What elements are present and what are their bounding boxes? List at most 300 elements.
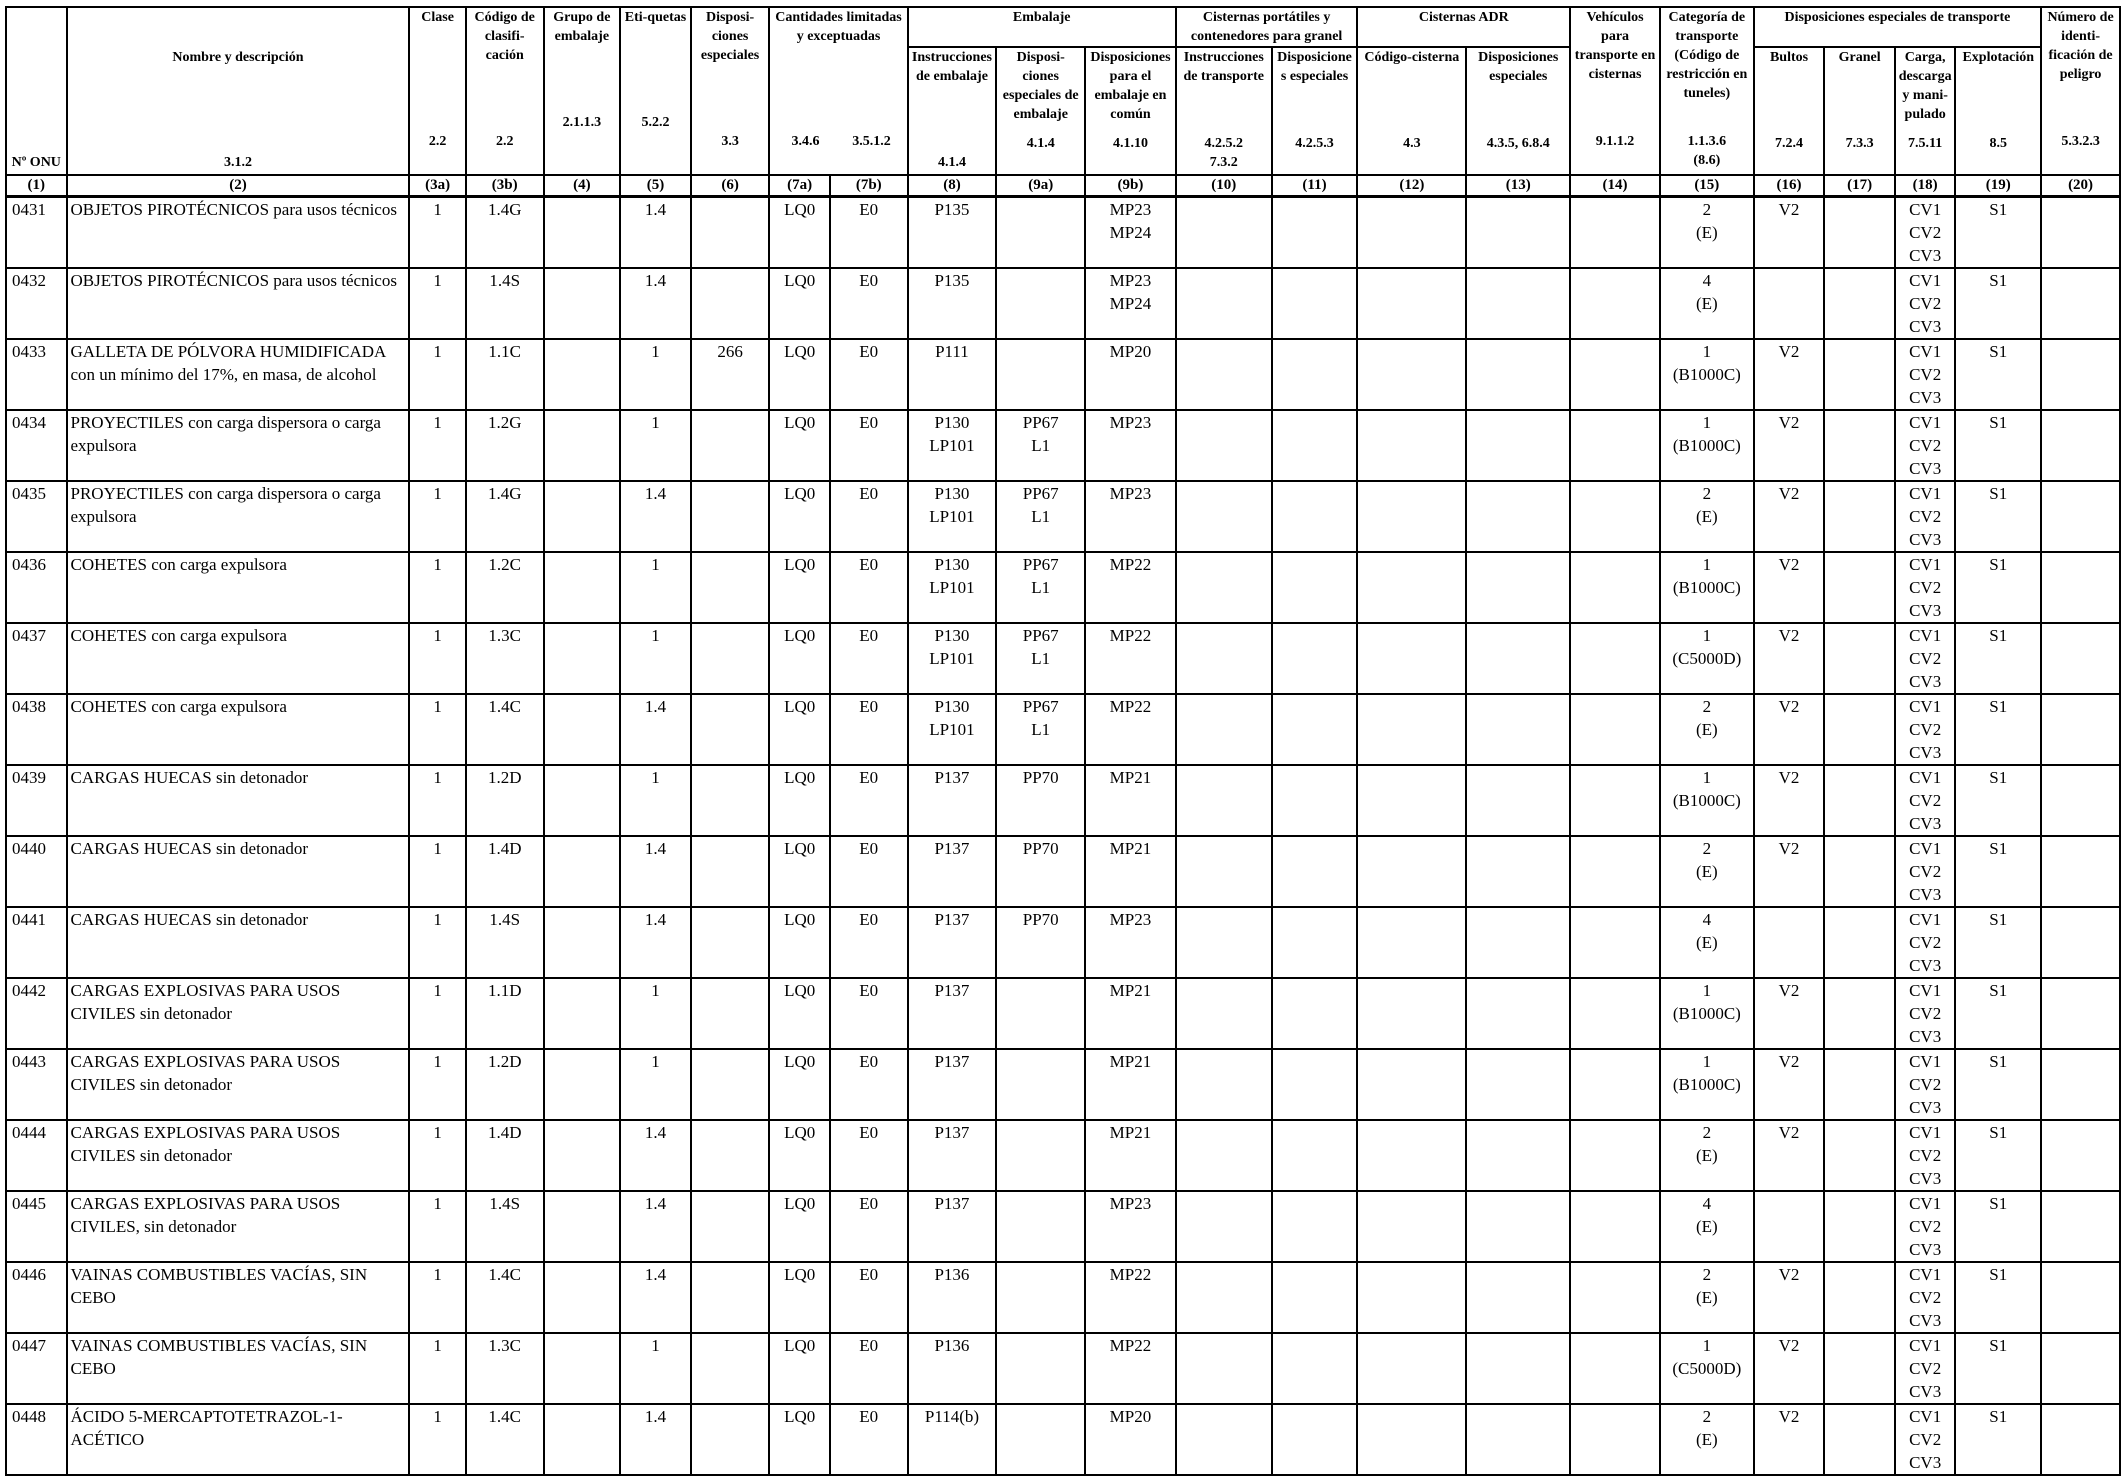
cell-bultos: V2: [1754, 197, 1825, 269]
cell-categoria: [1660, 552, 1754, 623]
ref-15b: (8.6): [1693, 153, 1721, 168]
ref-13: 4.3.5, 6.8.4: [1486, 136, 1550, 151]
header-codigo-label: Código de clasifi-cación: [474, 10, 535, 63]
cell-carga-line: CV3: [1909, 530, 1942, 549]
cell-vehiculos: [1570, 481, 1660, 552]
cell-emb-instr-line: LP101: [929, 649, 975, 668]
cell-adr-disp: [1466, 1333, 1570, 1404]
cell-carga-line: CV1: [1909, 626, 1942, 645]
cell-emb-instr-line: P114(b): [924, 1407, 980, 1426]
cell-explotacion: S1: [1955, 1049, 2041, 1120]
cell-categoria-value: 2: [1702, 1265, 1712, 1284]
cell-emb-instr: [908, 481, 997, 552]
cell-emb-comun-line: MP22: [1109, 1336, 1152, 1355]
table-row: [6, 978, 2120, 1049]
cell-grupo: [544, 552, 621, 623]
cell-numero: [2041, 481, 2120, 552]
header-embalaje-label: Embalaje: [1012, 10, 1071, 25]
cell-codigo: 1.3C: [466, 623, 544, 694]
cell-grupo: [544, 339, 621, 410]
cell-carga-line: CV3: [1909, 1453, 1942, 1472]
cell-emb-comun-line: MP20: [1109, 342, 1152, 361]
cell-disposiciones: [691, 552, 770, 623]
cell-eq: E0: [830, 339, 908, 410]
cell-lq: LQ0: [769, 197, 830, 269]
cell-carga-line: CV3: [1909, 459, 1942, 478]
cell-emb-disp-line: L1: [1031, 649, 1051, 668]
header-categoria: [1660, 7, 1754, 175]
cell-cp-instr: [1176, 694, 1272, 765]
cell-cp-disp: [1272, 1191, 1358, 1262]
ref-7b: 3.5.1.2: [852, 134, 891, 149]
cell-carga-line: CV2: [1909, 1004, 1942, 1023]
cell-carga: [1895, 623, 1956, 694]
header-cp-disp: [1272, 47, 1358, 175]
cell-carga-line: CV2: [1909, 791, 1942, 810]
cell-carga-line: CV3: [1909, 1240, 1942, 1259]
cell-cp-instr: [1176, 1404, 1272, 1475]
cell-categoria-value: 2: [1702, 839, 1712, 858]
cell-name: CARGAS HUECAS sin detonador: [67, 765, 410, 836]
column-number: (12): [1357, 175, 1466, 197]
cell-clase: 1: [409, 339, 465, 410]
ref-clase: 2.2: [428, 134, 447, 149]
cell-grupo: [544, 907, 621, 978]
cell-emb-instr: [908, 694, 997, 765]
cell-cp-disp: [1272, 1120, 1358, 1191]
cell-adr-codigo: [1357, 623, 1466, 694]
cell-emb-instr-line: P135: [934, 200, 970, 219]
cell-emb-comun: [1085, 1333, 1176, 1404]
table-row: [6, 907, 2120, 978]
cell-disposiciones: [691, 694, 770, 765]
cell-name: COHETES con carga expulsora: [67, 623, 410, 694]
header-numero-label: Número de identi-ficación de peligro: [2047, 10, 2114, 82]
cell-lq: LQ0: [769, 1191, 830, 1262]
cell-cp-instr: [1176, 268, 1272, 339]
cell-grupo: [544, 1120, 621, 1191]
header-cp-instr: [1176, 47, 1272, 175]
cell-granel: [1824, 1191, 1895, 1262]
column-number: (9a): [996, 175, 1085, 197]
cell-categoria-value: 1: [1702, 768, 1712, 787]
cell-emb-instr-line: P136: [934, 1265, 970, 1284]
cell-categoria: [1660, 410, 1754, 481]
cell-explotacion: S1: [1955, 410, 2041, 481]
cell-disposiciones: [691, 1262, 770, 1333]
ref-7a: 3.4.6: [791, 134, 820, 149]
cell-eq: E0: [830, 978, 908, 1049]
header-numero: [2041, 7, 2120, 175]
cell-cp-instr: [1176, 410, 1272, 481]
header-etiquetas: [620, 7, 691, 175]
cell-categoria: [1660, 694, 1754, 765]
cell-lq: LQ0: [769, 410, 830, 481]
cell-etiquetas: 1: [620, 552, 691, 623]
cell-emb-disp-line: L1: [1031, 720, 1051, 739]
cell-numero: [2041, 765, 2120, 836]
cell-cp-disp: [1272, 481, 1358, 552]
cell-carga: [1895, 197, 1956, 269]
cell-emb-comun-line: MP21: [1109, 1123, 1152, 1142]
cell-disposiciones: [691, 1404, 770, 1475]
cell-numero: [2041, 623, 2120, 694]
ref-20: 5.3.2.3: [2061, 134, 2100, 149]
cell-carga-line: CV2: [1909, 578, 1942, 597]
cell-emb-instr: [908, 339, 997, 410]
ref-cantidades: [772, 132, 904, 151]
cell-emb-instr-line: P130: [934, 697, 970, 716]
cell-emb-disp-line: PP67: [1022, 697, 1059, 716]
cell-cp-disp: [1272, 978, 1358, 1049]
cell-emb-disp-line: L1: [1031, 507, 1051, 526]
cell-emb-comun-line: MP21: [1109, 768, 1152, 787]
cell-emb-comun-line: MP23: [1109, 910, 1152, 929]
cell-etiquetas: 1.4: [620, 1404, 691, 1475]
cell-carga-line: CV1: [1909, 200, 1942, 219]
cell-adr-codigo: [1357, 1262, 1466, 1333]
ref-18: 7.5.11: [1908, 136, 1943, 151]
cell-emb-instr: [908, 268, 997, 339]
cell-name: CARGAS EXPLOSIVAS PARA USOS CIVILES sin detonador: [67, 1049, 410, 1120]
cell-emb-instr: [908, 765, 997, 836]
cell-granel: [1824, 623, 1895, 694]
cell-codigo: 1.1D: [466, 978, 544, 1049]
table-row: [6, 1404, 2120, 1475]
cell-emb-disp: [996, 1191, 1085, 1262]
cell-emb-comun: [1085, 339, 1176, 410]
cell-name: OBJETOS PIROTÉCNICOS para usos técnicos: [67, 197, 410, 269]
cell-emb-instr-line: LP101: [929, 720, 975, 739]
cell-adr-codigo: [1357, 694, 1466, 765]
cell-emb-disp: [996, 339, 1085, 410]
header-grupo-label: Grupo de embalaje: [553, 10, 611, 44]
cell-categoria-value: 2: [1702, 1407, 1712, 1426]
cell-name: VAINAS COMBUSTIBLES VACÍAS, SIN CEBO: [67, 1333, 410, 1404]
cell-name: COHETES con carga expulsora: [67, 552, 410, 623]
cell-carga-line: CV2: [1909, 223, 1942, 242]
cell-adr-codigo: [1357, 978, 1466, 1049]
table-row: [6, 1191, 2120, 1262]
cell-bultos: V2: [1754, 481, 1825, 552]
cell-numero: [2041, 907, 2120, 978]
header-disposiciones: [691, 7, 770, 175]
cell-carga: [1895, 694, 1956, 765]
cell-numero: [2041, 339, 2120, 410]
column-number: (7a): [769, 175, 830, 197]
cell-lq: LQ0: [769, 978, 830, 1049]
cell-adr-disp: [1466, 1262, 1570, 1333]
cell-explotacion: S1: [1955, 1120, 2041, 1191]
cell-bultos: V2: [1754, 1120, 1825, 1191]
cell-carga-line: CV3: [1909, 743, 1942, 762]
cell-disposiciones: [691, 1333, 770, 1404]
header-adr-codigo-label: Código-cisterna: [1364, 50, 1460, 65]
cell-adr-disp: [1466, 339, 1570, 410]
header-adr-disp-label: Disposiciones especiales: [1478, 50, 1559, 84]
header-disp-transporte: [1754, 7, 2041, 47]
table-row: [6, 623, 2120, 694]
header-emb-comun: [1085, 47, 1176, 175]
cell-granel: [1824, 339, 1895, 410]
cell-carga-line: CV1: [1909, 342, 1942, 361]
cell-explotacion: S1: [1955, 552, 2041, 623]
cell-etiquetas: 1.4: [620, 1262, 691, 1333]
cell-etiquetas: 1: [620, 1333, 691, 1404]
header-bultos: [1754, 47, 1825, 175]
cell-clase: 1: [409, 1120, 465, 1191]
cell-adr-disp: [1466, 197, 1570, 269]
cell-categoria: [1660, 907, 1754, 978]
cell-emb-disp-line: PP67: [1022, 555, 1059, 574]
cell-tunnel-code: (C5000D): [1672, 1359, 1742, 1378]
cell-grupo: [544, 1049, 621, 1120]
cell-vehiculos: [1570, 1120, 1660, 1191]
cell-emb-instr-line: P130: [934, 555, 970, 574]
ref-9a: 4.1.4: [1026, 136, 1055, 151]
cell-adr-codigo: [1357, 1333, 1466, 1404]
cell-emb-instr: [908, 410, 997, 481]
cell-adr-codigo: [1357, 552, 1466, 623]
cell-bultos: V2: [1754, 765, 1825, 836]
cell-disposiciones: [691, 1191, 770, 1262]
cell-adr-codigo: [1357, 836, 1466, 907]
cell-tunnel-code: (E): [1695, 223, 1718, 242]
header-carga: [1895, 47, 1956, 175]
table-header: [6, 7, 2120, 197]
header-bultos-label: Bultos: [1769, 50, 1809, 65]
cell-lq: LQ0: [769, 1120, 830, 1191]
cell-cp-instr: [1176, 836, 1272, 907]
cell-adr-disp: [1466, 978, 1570, 1049]
cell-etiquetas: 1: [620, 339, 691, 410]
cell-vehiculos: [1570, 623, 1660, 694]
cell-adr-disp: [1466, 1120, 1570, 1191]
table-row: [6, 694, 2120, 765]
column-number: (19): [1955, 175, 2041, 197]
cell-emb-disp: [996, 481, 1085, 552]
cell-categoria-value: 4: [1702, 1194, 1712, 1213]
header-cp-disp-label: Disposicione s especiales: [1277, 50, 1352, 84]
ref-10b: 7.3.2: [1209, 155, 1238, 170]
cell-cp-disp: [1272, 1333, 1358, 1404]
cell-cp-instr: [1176, 1191, 1272, 1262]
header-emb-instr: [908, 47, 997, 175]
cell-codigo: 1.4D: [466, 836, 544, 907]
cell-un-number: 0446: [6, 1262, 67, 1333]
cell-eq: E0: [830, 268, 908, 339]
cell-clase: 1: [409, 1191, 465, 1262]
cell-tunnel-code: (E): [1695, 720, 1718, 739]
cell-cp-instr: [1176, 339, 1272, 410]
cell-tunnel-code: (E): [1695, 862, 1718, 881]
cell-carga: [1895, 1191, 1956, 1262]
cell-categoria: [1660, 268, 1754, 339]
cell-carga: [1895, 1404, 1956, 1475]
cell-carga-line: CV2: [1909, 862, 1942, 881]
cell-explotacion: S1: [1955, 481, 2041, 552]
cell-tunnel-code: (B1000C): [1672, 1075, 1741, 1094]
cell-vehiculos: [1570, 1404, 1660, 1475]
header-emb-instr-label: Instrucciones de embalaje: [911, 50, 993, 84]
cell-grupo: [544, 765, 621, 836]
cell-cp-instr: [1176, 197, 1272, 269]
cell-cp-disp: [1272, 197, 1358, 269]
cell-name: VAINAS COMBUSTIBLES VACÍAS, SIN CEBO: [67, 1262, 410, 1333]
cell-eq: E0: [830, 1049, 908, 1120]
cell-lq: LQ0: [769, 623, 830, 694]
cell-adr-codigo: [1357, 268, 1466, 339]
cell-name: CARGAS EXPLOSIVAS PARA USOS CIVILES, sin detonador: [67, 1191, 410, 1262]
column-number: (13): [1466, 175, 1570, 197]
dangerous-goods-table: [5, 6, 2121, 1476]
cell-granel: [1824, 836, 1895, 907]
cell-carga-line: CV1: [1909, 1052, 1942, 1071]
cell-categoria: [1660, 978, 1754, 1049]
cell-codigo: 1.4G: [466, 481, 544, 552]
cell-granel: [1824, 1262, 1895, 1333]
cell-carga-line: CV1: [1909, 1194, 1942, 1213]
cell-carga-line: CV1: [1909, 555, 1942, 574]
cell-un-number: 0436: [6, 552, 67, 623]
cell-emb-disp-line: PP67: [1022, 484, 1059, 503]
cell-emb-instr: [908, 1262, 997, 1333]
table-row: [6, 552, 2120, 623]
cell-vehiculos: [1570, 1262, 1660, 1333]
cell-name: CARGAS HUECAS sin detonador: [67, 836, 410, 907]
cell-etiquetas: 1: [620, 1049, 691, 1120]
cell-cp-instr: [1176, 978, 1272, 1049]
cell-un-number: 0442: [6, 978, 67, 1049]
cell-emb-comun: [1085, 694, 1176, 765]
cell-eq: E0: [830, 552, 908, 623]
cell-carga: [1895, 765, 1956, 836]
cell-vehiculos: [1570, 410, 1660, 481]
cell-carga-line: CV1: [1909, 1123, 1942, 1142]
cell-adr-codigo: [1357, 481, 1466, 552]
cell-categoria-value: 4: [1702, 910, 1712, 929]
table-row: [6, 1049, 2120, 1120]
cell-numero: [2041, 694, 2120, 765]
cell-carga-line: CV1: [1909, 1265, 1942, 1284]
column-numbers-row: [6, 175, 2120, 197]
cell-emb-comun-line: MP23: [1109, 271, 1152, 290]
cell-cp-disp: [1272, 623, 1358, 694]
cell-adr-codigo: [1357, 907, 1466, 978]
cell-vehiculos: [1570, 907, 1660, 978]
cell-categoria-value: 2: [1702, 1123, 1712, 1142]
cell-bultos: V2: [1754, 1262, 1825, 1333]
cell-bultos: [1754, 268, 1825, 339]
cell-adr-disp: [1466, 552, 1570, 623]
cell-carga-line: CV3: [1909, 388, 1942, 407]
cell-explotacion: S1: [1955, 836, 2041, 907]
cell-adr-disp: [1466, 623, 1570, 694]
cell-bultos: [1754, 1191, 1825, 1262]
cell-granel: [1824, 907, 1895, 978]
cell-emb-instr-line: P137: [934, 981, 970, 1000]
cell-emb-disp-line: PP70: [1022, 768, 1059, 787]
cell-explotacion: S1: [1955, 1191, 2041, 1262]
ref-grupo: 2.1.1.3: [562, 115, 602, 130]
table-row: [6, 1262, 2120, 1333]
cell-tunnel-code: (B1000C): [1672, 436, 1741, 455]
cell-tunnel-code: (E): [1695, 1217, 1718, 1236]
cell-cp-instr: [1176, 1049, 1272, 1120]
cell-lq: LQ0: [769, 1404, 830, 1475]
cell-carga-line: CV3: [1909, 672, 1942, 691]
cell-emb-disp: [996, 907, 1085, 978]
cell-emb-instr-line: P137: [934, 1052, 970, 1071]
cell-emb-comun: [1085, 623, 1176, 694]
cell-cp-instr: [1176, 552, 1272, 623]
cell-emb-comun-line: MP22: [1109, 555, 1152, 574]
cell-name: OBJETOS PIROTÉCNICOS para usos técnicos: [67, 268, 410, 339]
cell-un-number: 0448: [6, 1404, 67, 1475]
cell-name: COHETES con carga expulsora: [67, 694, 410, 765]
cell-grupo: [544, 481, 621, 552]
cell-cp-instr: [1176, 1120, 1272, 1191]
cell-grupo: [544, 268, 621, 339]
cell-cp-disp: [1272, 552, 1358, 623]
cell-categoria: [1660, 765, 1754, 836]
cell-disposiciones: [691, 481, 770, 552]
cell-bultos: [1754, 907, 1825, 978]
cell-emb-comun: [1085, 1120, 1176, 1191]
cell-emb-comun-line: MP20: [1109, 1407, 1152, 1426]
cell-emb-comun-line: MP22: [1109, 626, 1152, 645]
header-granel-label: Granel: [1838, 50, 1881, 65]
cell-carga: [1895, 907, 1956, 978]
cell-carga-line: CV1: [1909, 1336, 1942, 1355]
cell-carga-line: CV3: [1909, 1027, 1942, 1046]
cell-eq: E0: [830, 1191, 908, 1262]
cell-lq: LQ0: [769, 481, 830, 552]
cell-eq: E0: [830, 765, 908, 836]
cell-carga-line: CV2: [1909, 649, 1942, 668]
cell-lq: LQ0: [769, 1049, 830, 1120]
cell-categoria: [1660, 623, 1754, 694]
column-number: (4): [544, 175, 621, 197]
cell-numero: [2041, 197, 2120, 269]
cell-granel: [1824, 1333, 1895, 1404]
cell-numero: [2041, 410, 2120, 481]
cell-etiquetas: 1.4: [620, 836, 691, 907]
cell-eq: E0: [830, 481, 908, 552]
cell-emb-instr: [908, 197, 997, 269]
cell-cp-disp: [1272, 765, 1358, 836]
cell-tunnel-code: (E): [1695, 507, 1718, 526]
cell-carga-line: CV3: [1909, 601, 1942, 620]
cell-numero: [2041, 978, 2120, 1049]
cell-eq: E0: [830, 1120, 908, 1191]
cell-name: PROYECTILES con carga dispersora o carga expulsora: [67, 410, 410, 481]
cell-eq: E0: [830, 1404, 908, 1475]
cell-vehiculos: [1570, 339, 1660, 410]
cell-emb-disp: [996, 836, 1085, 907]
cell-emb-disp: [996, 1404, 1085, 1475]
table-row: [6, 410, 2120, 481]
cell-etiquetas: 1.4: [620, 694, 691, 765]
cell-disposiciones: [691, 410, 770, 481]
table-row: [6, 1120, 2120, 1191]
cell-tunnel-code: (C5000D): [1672, 649, 1742, 668]
cell-emb-instr-line: P130: [934, 484, 970, 503]
ref-11: 4.2.5.3: [1295, 136, 1334, 151]
cell-emb-comun: [1085, 978, 1176, 1049]
cell-explotacion: S1: [1955, 339, 2041, 410]
cell-carga-line: CV2: [1909, 365, 1942, 384]
